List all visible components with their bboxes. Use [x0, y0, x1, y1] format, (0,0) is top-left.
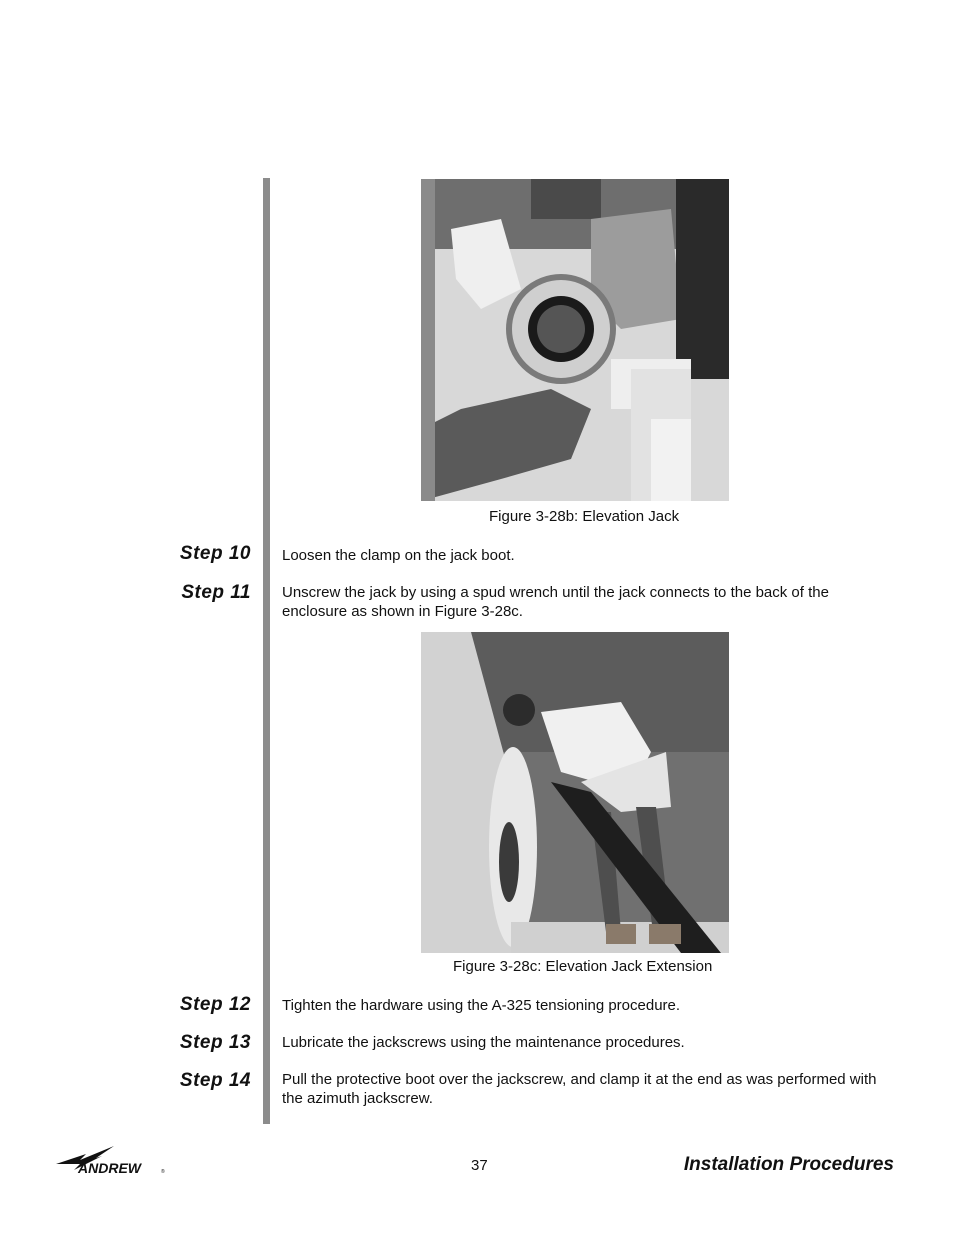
step-label: Step 11: [181, 582, 251, 603]
elevation-jack-photo: [421, 179, 729, 501]
svg-text:®: ®: [161, 1169, 165, 1175]
step-text: Loosen the clamp on the jack boot.: [282, 547, 515, 564]
svg-text:ANDREW: ANDREW: [78, 1160, 141, 1176]
step-text: Unscrew the jack by using a spud wrench until the jack connects to the back of the enclosure as shown in Figure 3-28c.: [282, 584, 829, 620]
figure-caption: Figure 3-28c: Elevation Jack Extension: [453, 958, 713, 975]
step-text: Pull the protective boot over the jackscrew, and clamp it at the end as was performed with the azimuth jackscrew.: [282, 1071, 877, 1107]
page-number: 37: [471, 1157, 488, 1174]
figure-caption: Figure 3-28b: Elevation Jack: [489, 508, 680, 525]
elevation-jack-extension-photo: [421, 632, 729, 953]
step-text: Lubricate the jackscrews using the maintenance procedures.: [282, 1034, 685, 1051]
andrew-logo: [56, 1142, 171, 1176]
section-title: Installation Procedures: [683, 1154, 894, 1175]
margin-rule: [263, 178, 270, 1124]
step-label: Step 14: [179, 1070, 251, 1091]
step-text: Tighten the hardware using the A-325 tensioning procedure.: [282, 997, 681, 1014]
step-label: Step 10: [179, 543, 251, 564]
step-label: Step 13: [179, 1032, 251, 1053]
step-label: Step 12: [179, 994, 251, 1015]
